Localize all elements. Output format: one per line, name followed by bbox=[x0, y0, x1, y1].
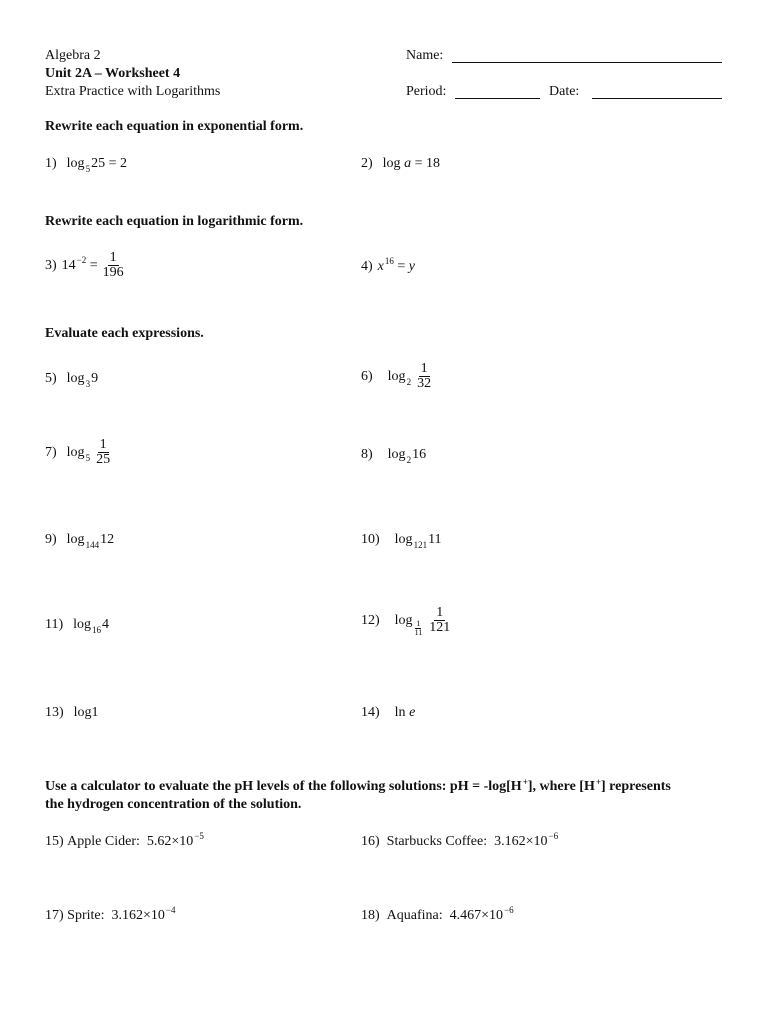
problem-number: 12) bbox=[361, 612, 380, 628]
concentration-exponent: −6 bbox=[548, 831, 559, 841]
superscript-plus: + bbox=[522, 777, 528, 787]
section-evaluate: Evaluate each expressions. bbox=[45, 326, 204, 341]
variable: x bbox=[377, 259, 384, 274]
problem-number: 9) bbox=[45, 532, 57, 547]
log-function: log bbox=[387, 447, 406, 462]
superscript-plus: + bbox=[595, 777, 601, 787]
log-function: log bbox=[66, 156, 85, 171]
problem-2 bbox=[361, 156, 440, 172]
fraction-base bbox=[415, 620, 423, 637]
problem-10 bbox=[361, 532, 442, 548]
problem-14 bbox=[361, 705, 415, 721]
section-ph-line-1 bbox=[45, 779, 671, 795]
denominator: 121 bbox=[429, 620, 451, 635]
exponent: 16 bbox=[384, 256, 394, 266]
ph-instructions-part2: ], where [H bbox=[527, 779, 595, 794]
log-base: 5 bbox=[85, 452, 91, 463]
period-line bbox=[455, 98, 540, 99]
concentration-exponent: −5 bbox=[194, 831, 204, 841]
ph-instructions-part1: Use a calculator to evaluate the pH levels of the following solutions: pH = -log[H bbox=[45, 779, 522, 794]
log-function: log bbox=[394, 532, 413, 547]
log-argument: 25 = 2 bbox=[91, 156, 127, 171]
name-label: Name: bbox=[406, 48, 444, 63]
log-argument: 12 bbox=[100, 532, 115, 547]
solution-label: Apple Cider: bbox=[67, 834, 140, 849]
problem-9 bbox=[45, 532, 114, 548]
numerator: 1 bbox=[420, 361, 428, 376]
problem-number: 1) bbox=[45, 156, 57, 171]
log-argument: 9 bbox=[91, 371, 99, 386]
concentration-mantissa: 4.467×10 bbox=[449, 908, 504, 923]
fraction bbox=[101, 251, 126, 280]
problem-number: 7) bbox=[45, 444, 57, 460]
numerator: 1 bbox=[99, 437, 107, 452]
denominator: 25 bbox=[96, 452, 111, 467]
problem-number: 14) bbox=[361, 705, 380, 720]
power-base: 14 bbox=[61, 257, 76, 273]
worksheet-subtitle: Extra Practice with Logarithms bbox=[45, 84, 221, 99]
problem-number: 5) bbox=[45, 371, 57, 386]
concentration-mantissa: 5.62×10 bbox=[146, 834, 194, 849]
variable: a bbox=[404, 156, 412, 171]
log-expression: log1 bbox=[73, 705, 99, 720]
solution-label: Starbucks Coffee: bbox=[386, 834, 488, 849]
problem-number: 6) bbox=[361, 368, 373, 384]
log-base: 16 bbox=[92, 625, 102, 635]
exponent: −2 bbox=[76, 254, 87, 265]
log-base: 2 bbox=[406, 376, 412, 387]
problem-number: 8) bbox=[361, 447, 373, 462]
log-argument: 11 bbox=[428, 532, 442, 547]
problem-5 bbox=[45, 371, 98, 387]
ph-instructions-part3: ] represents bbox=[600, 779, 671, 794]
problem-13 bbox=[45, 705, 99, 721]
numerator: 1 bbox=[109, 250, 117, 265]
problem-number: 11) bbox=[45, 617, 64, 632]
denominator: 196 bbox=[102, 265, 124, 280]
variable: e bbox=[409, 705, 416, 720]
problem-number: 4) bbox=[361, 259, 373, 274]
problem-15 bbox=[45, 831, 204, 850]
problem-number: 16) bbox=[361, 834, 380, 849]
problem-11 bbox=[45, 617, 109, 633]
concentration-mantissa: 3.162×10 bbox=[111, 908, 165, 923]
problem-1 bbox=[45, 156, 127, 172]
solution-label: Sprite: bbox=[67, 908, 105, 923]
log-function: log bbox=[66, 444, 85, 460]
problem-number: 17) bbox=[45, 908, 64, 923]
log-function: log bbox=[66, 532, 85, 547]
date-label: Date: bbox=[549, 84, 580, 99]
equals: = bbox=[89, 257, 98, 273]
denominator: 32 bbox=[417, 376, 432, 391]
log-base: 5 bbox=[85, 164, 91, 174]
log-argument: 16 bbox=[412, 447, 427, 462]
problem-17 bbox=[45, 905, 176, 924]
log-function: log bbox=[387, 368, 406, 384]
name-line bbox=[452, 62, 722, 63]
equals: = bbox=[397, 259, 406, 274]
problem-number: 15) bbox=[45, 834, 64, 849]
fraction bbox=[94, 438, 112, 467]
section-exponential-form: Rewrite each equation in exponential form. bbox=[45, 119, 304, 134]
unit-title: Unit 2A – Worksheet 4 bbox=[45, 66, 181, 81]
rhs-variable: y bbox=[408, 259, 416, 274]
course-name: Algebra 2 bbox=[45, 48, 101, 63]
log-function: log bbox=[73, 617, 92, 632]
problem-7 bbox=[45, 438, 115, 467]
equation-rest: = 18 bbox=[414, 156, 440, 171]
log-base: 2 bbox=[406, 455, 412, 465]
log-function: log bbox=[382, 156, 401, 171]
period-label: Period: bbox=[406, 84, 447, 99]
log-base: 3 bbox=[85, 379, 91, 389]
numerator: 1 bbox=[436, 605, 444, 620]
base-denominator: 11 bbox=[414, 628, 423, 637]
problem-18 bbox=[361, 905, 514, 924]
problem-6 bbox=[361, 362, 436, 391]
section-ph-line-2: the hydrogen concentration of the solution. bbox=[45, 797, 302, 812]
log-base: 121 bbox=[413, 540, 428, 550]
problem-12 bbox=[361, 606, 455, 635]
problem-4 bbox=[361, 256, 416, 275]
solution-label: Aquafina: bbox=[386, 908, 443, 923]
concentration-exponent: −4 bbox=[165, 905, 176, 915]
problem-number: 2) bbox=[361, 156, 373, 171]
log-base: 144 bbox=[85, 540, 100, 550]
problem-16 bbox=[361, 831, 559, 850]
problem-8 bbox=[361, 447, 426, 463]
log-function: log bbox=[66, 371, 85, 386]
concentration-mantissa: 3.162×10 bbox=[494, 834, 548, 849]
log-function: log bbox=[394, 612, 413, 628]
problem-number: 18) bbox=[361, 908, 380, 923]
log-argument: 4 bbox=[102, 617, 110, 632]
fraction bbox=[427, 606, 452, 635]
base-numerator: 1 bbox=[416, 619, 421, 628]
problem-number: 10) bbox=[361, 532, 380, 547]
section-logarithmic-form: Rewrite each equation in logarithmic form. bbox=[45, 214, 304, 229]
concentration-exponent: −6 bbox=[504, 905, 514, 915]
fraction bbox=[415, 362, 433, 391]
problem-3 bbox=[45, 251, 129, 280]
date-line bbox=[592, 98, 722, 99]
ln-function: ln bbox=[394, 705, 406, 720]
problem-number: 3) bbox=[45, 257, 57, 273]
problem-number: 13) bbox=[45, 705, 64, 720]
